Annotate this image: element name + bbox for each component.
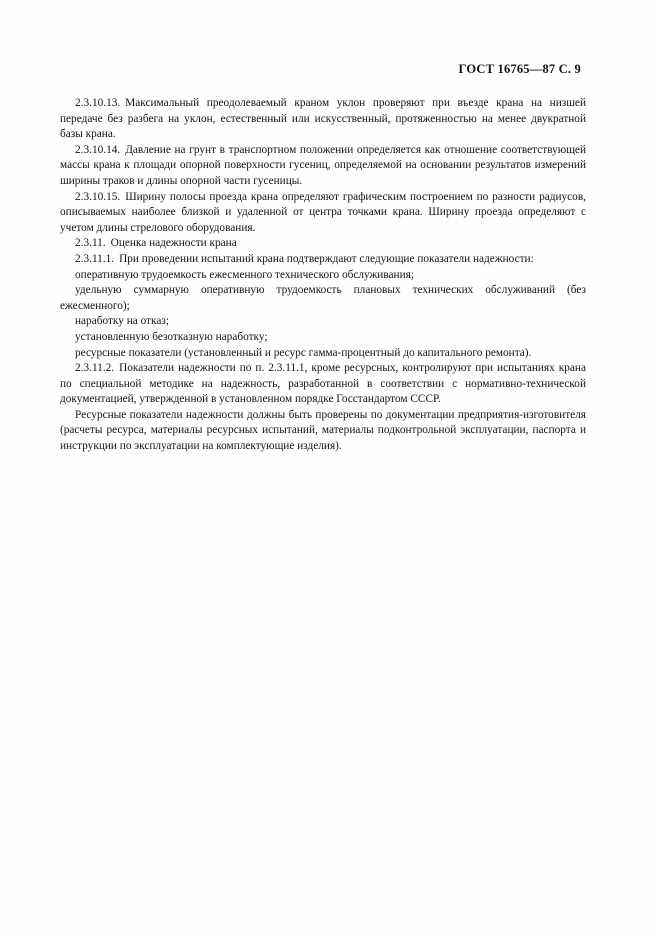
paragraph-2-3-11-1 <box>60 252 586 268</box>
paragraph-text: установленную безотказную наработку; <box>75 330 268 343</box>
page-header: ГОСТ 16765—87 С. 9 <box>458 62 581 76</box>
clause-number: 2.3.11.2. <box>75 362 115 375</box>
clause-number: 2.3.11.1. <box>75 252 115 265</box>
paragraph-2-3-10-15 <box>60 190 586 237</box>
paragraph-text: ресурсные показатели (установленный и ресурс гамма-процентный до капитального ремонта). <box>75 346 532 359</box>
clause-number: 2.3.11. <box>75 237 106 250</box>
document-body <box>60 96 586 455</box>
paragraph-text: Ширину полосы проезда крана определяют графическим построением по разности радиусов, описываемых наиболее близкой и удаленной от центра точками крана. Ширину проезда определяют с учетом длины стрелового оборудования. <box>60 190 586 234</box>
paragraph-text: оперативную трудоемкость ежесменного технического обслуживания; <box>75 268 414 281</box>
list-item <box>60 330 586 346</box>
paragraph-2-3-11-2 <box>60 361 586 408</box>
clause-number: 2.3.10.14. <box>75 143 121 156</box>
list-item <box>60 283 586 314</box>
paragraph-text: Показатели надежности по п. 2.3.11.1, кроме ресурсных, контролируют при испытаниях крана по специальной методике на надежность, разработанной в соответствии с нормативно-технической документацией, утвержденной в установленном порядке Госстандартом СССР. <box>60 362 586 406</box>
list-item <box>60 314 586 330</box>
paragraph-2-3-10-14 <box>60 143 586 190</box>
list-item <box>60 268 586 284</box>
paragraph-text: Ресурсные показатели надежности должны быть проверены по документации предприятия-изготовителя (расчеты ресурса, материалы ресурсных испытаний, материалы подконтрольной эксплуатации, паспорта и инструкции по эксплуатации на комплектующие изделия). <box>60 408 586 453</box>
paragraph-text: наработку на отказ; <box>75 315 169 328</box>
paragraph-2-3-10-13 <box>60 96 586 143</box>
paragraph-text: Максимальный преодолеваемый краном уклон проверяют при въезде крана на низшей передаче без разбега на уклон, естественный или искусственный, протяженностью на менее двукратной базы крана. <box>60 97 586 141</box>
paragraph-text: удельную суммарную оперативную трудоемкость плановых технических обслуживаний (без ежесменного); <box>60 284 586 312</box>
paragraph-2-3-11 <box>60 236 586 252</box>
paragraph-resource <box>60 408 586 455</box>
paragraph-text: При проведении испытаний крана подтверждают следующие показатели надежности: <box>119 252 534 265</box>
list-item <box>60 346 586 362</box>
clause-number: 2.3.10.13. <box>75 97 121 109</box>
paragraph-text: Оценка надежности крана <box>110 237 237 250</box>
clause-number: 2.3.10.15. <box>75 190 121 203</box>
paragraph-text: Давление на грунт в транспортном положении определяется как отношение соответствующей массы крана к площади опорной поверхности гусениц, определяемой на основании результатов измерений ширины траков и длины опорной части гусеницы. <box>60 143 586 187</box>
